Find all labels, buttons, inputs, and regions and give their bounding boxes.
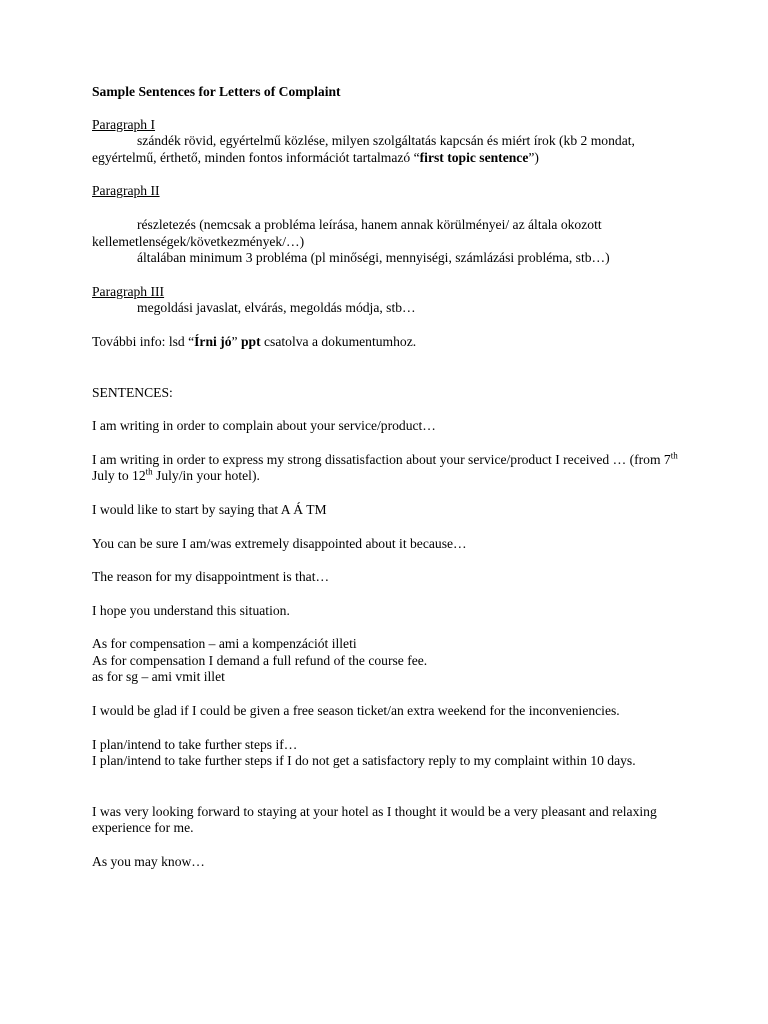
- paragraph-2-section: [92, 183, 692, 266]
- sentences-heading: SENTENCES:: [92, 384, 173, 400]
- paragraph-1-bold: first topic sentence: [419, 149, 529, 165]
- sentence-5: The reason for my disappointment is that…: [92, 569, 330, 585]
- sentence-2-a: I am writing in order to express my strong dissatisfaction about your service/product I received … (from 7: [92, 451, 671, 467]
- sentence-9-line-2: I plan/intend to take further steps if I do not get a satisfactory reply to my complaint within 10 days.: [92, 753, 636, 769]
- sentence-4: You can be sure I am/was extremely disappointed about it because…: [92, 535, 467, 551]
- paragraph-2-item-1: részletezés (nemcsak a probléma leírása, hanem annak körülményei/ az általa okozott kellemetlenségek/következmények/…): [92, 216, 602, 249]
- sentence-9-group: [92, 737, 692, 770]
- paragraph-1-section: [92, 117, 692, 167]
- sentence-2: [92, 452, 692, 485]
- sentence-2-b: July to 12: [92, 468, 146, 484]
- sentence-2-sup-1: th: [670, 450, 678, 461]
- info-bold-1: Írni jó: [194, 333, 232, 349]
- sentence-11: As you may know…: [92, 854, 205, 870]
- sentence-9-line-1: I plan/intend to take further steps if…: [92, 736, 298, 752]
- info-bold-2: ppt: [240, 333, 261, 349]
- sentence-2-sup-2: th: [145, 466, 153, 477]
- paragraph-3-item-1: megoldási javaslat, elvárás, megoldás módja, stb…: [137, 300, 416, 316]
- document-page: [92, 84, 692, 888]
- paragraph-3-heading: Paragraph III: [92, 283, 165, 299]
- sentence-7-line-1: As for compensation – ami a kompenzációt illeti: [92, 636, 357, 652]
- sentence-1: I am writing in order to complain about your service/product…: [92, 418, 436, 434]
- paragraph-2-item-2: általában minimum 3 probléma (pl minőségi, mennyiségi, számlázási probléma, stb…): [137, 250, 610, 266]
- sentence-10: I was very looking forward to staying at your hotel as I thought it would be a very pleasant and relaxing experience for me.: [92, 803, 657, 836]
- paragraph-1-heading: Paragraph I: [92, 116, 156, 132]
- sentence-6: I hope you understand this situation.: [92, 602, 290, 618]
- sentence-7-group: [92, 636, 692, 686]
- info-prefix: További info: lsd “: [92, 333, 195, 349]
- sentence-3: I would like to start by saying that A Á TM: [92, 501, 327, 517]
- sentence-7-line-3: as for sg – ami vmit illet: [92, 669, 225, 685]
- paragraph-1-text-b: ”): [528, 149, 539, 165]
- info-suffix: csatolva a dokumentumhoz.: [260, 333, 417, 349]
- info-mid: ”: [231, 333, 241, 349]
- paragraph-1-text-a: szándék rövid, egyértelmű közlése, milyen szolgáltatás kapcsán és miért írok (kb 2 mondat, egyértelmű, érthető, minden fontos információt tartalmazó “: [92, 133, 635, 165]
- info-line: [92, 334, 692, 351]
- sentence-7-line-2: As for compensation I demand a full refund of the course fee.: [92, 652, 428, 668]
- paragraph-3-section: [92, 284, 692, 317]
- sentence-2-c: July/in your hotel).: [152, 468, 260, 484]
- paragraph-1-text: [92, 133, 692, 166]
- sentence-8: I would be glad if I could be given a free season ticket/an extra weekend for the inconveniencies.: [92, 703, 620, 719]
- document-title: Sample Sentences for Letters of Complaint: [92, 84, 341, 99]
- paragraph-2-heading: Paragraph II: [92, 183, 160, 199]
